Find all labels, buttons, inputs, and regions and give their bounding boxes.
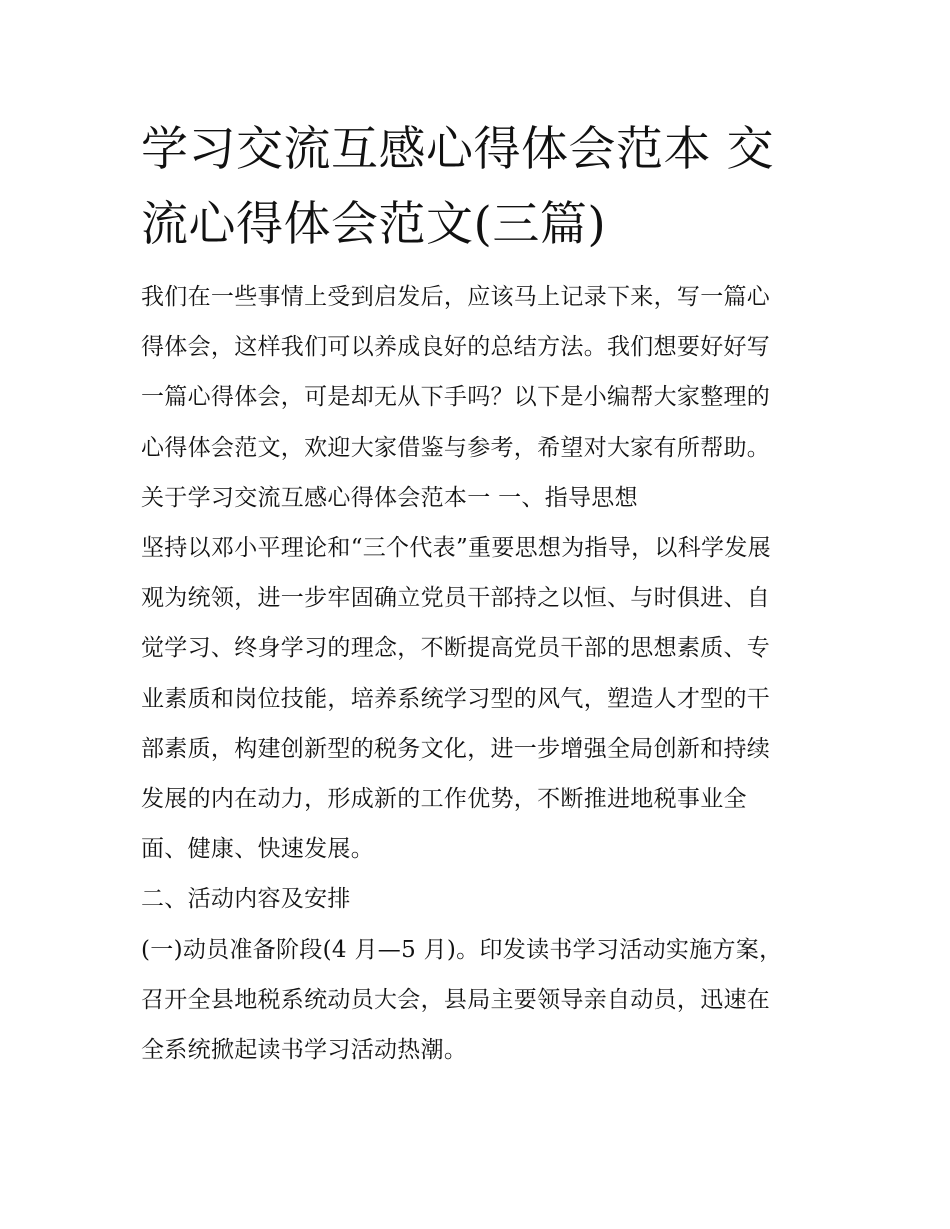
guiding-line: 观为统领，进一步牢固确立党员干部持之以恒、与时俱进、自 [141, 585, 771, 612]
guiding-line: 觉学习、终身学习的理念，不断提高党员干部的思想素质、专 [141, 635, 771, 662]
stage-line: (一)动员准备阶段(4 月—5 月)。印发读书学习活动实施方案， [141, 936, 783, 963]
section-heading [141, 473, 813, 523]
guiding-line: 业素质和岗位技能，培养系统学习型的风气，塑造人才型的干 [141, 685, 771, 712]
document-page [141, 112, 813, 1075]
guiding-line: 坚持以邓小平理论和“三个代表”重要思想为指导，以科学发展 [141, 535, 771, 562]
stage-line: 召开全县地税系统动员大会，县局主要领导亲自动员，迅速在 [141, 986, 771, 1013]
guiding-line: 面、健康、快速发展。 [141, 836, 374, 863]
section-heading-text: 关于学习交流互感心得体会范本一 一、指导思想 [141, 484, 638, 511]
guiding-thought-paragraph [141, 523, 813, 874]
document-title [141, 112, 813, 262]
activities-heading-text: 二、活动内容及安排 [141, 886, 351, 913]
intro-line: 心得体会范文，欢迎大家借鉴与参考，希望对大家有所帮助。 [141, 434, 771, 461]
intro-line: 我们在一些事情上受到启发后，应该马上记录下来，写一篇心 [141, 284, 771, 310]
stage-paragraph [141, 925, 813, 1076]
title-line-1: 学习交流互感心得体会范本 交 [141, 122, 774, 177]
stage-line: 全系统掀起读书学习活动热潮。 [141, 1037, 468, 1064]
intro-line: 一篇心得体会，可是却无从下手吗？以下是小编帮大家整理的 [141, 384, 771, 411]
guiding-line: 发展的内在动力，形成新的工作优势，不断推进地税事业全 [141, 786, 747, 813]
intro-line: 得体会，这样我们可以养成良好的总结方法。我们想要好好写 [141, 334, 771, 361]
intro-paragraph [141, 272, 813, 473]
activities-heading [141, 874, 813, 924]
guiding-line: 部素质，构建创新型的税务文化，进一步增强全局创新和持续 [141, 735, 771, 762]
title-line-2: 流心得体会范文(三篇) [141, 197, 607, 252]
